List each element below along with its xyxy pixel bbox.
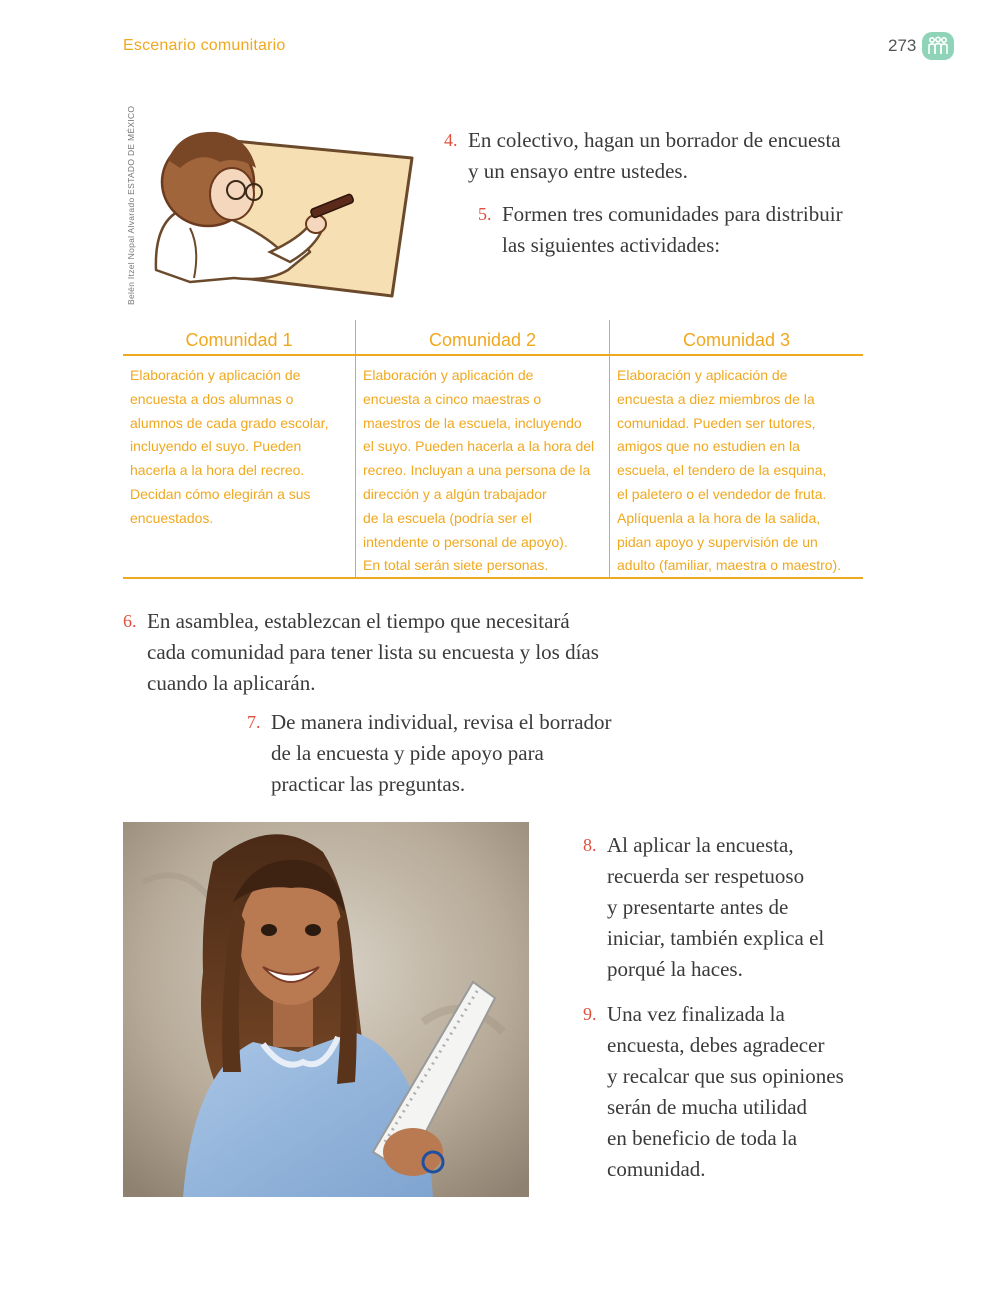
page-number: 273 bbox=[888, 36, 917, 55]
column-body: Elaboración y aplicación de encuesta a cinco maestras o maestros de la escuela, incluyendo el suyo. Pueden hacerla a la hora del recreo. Incluyan a una persona de la dirección y a algún trabajador de la escuela (podría ser el intendente o personal de apoyo). En total serán siete personas. bbox=[363, 367, 595, 574]
step-9 bbox=[583, 999, 844, 1185]
step-number: 5. bbox=[478, 204, 492, 224]
step-text: Una vez finalizada la encuesta, debes agradecer y recalcar que sus opiniones serán de mucha utilidad en beneficio de toda la comunidad. bbox=[607, 1002, 844, 1181]
step-text: En colectivo, hagan un borrador de encuesta y un ensayo entre ustedes. bbox=[468, 128, 841, 183]
step-number: 6. bbox=[123, 611, 137, 631]
communities-table bbox=[123, 320, 863, 579]
table-column bbox=[355, 320, 609, 577]
column-header: Comunidad 1 bbox=[123, 320, 355, 356]
column-body: Elaboración y aplicación de encuesta a dos alumnas o alumnos de cada grado escolar, incluyendo el suyo. Pueden hacerla a la hora del recreo. Decidan cómo elegirán a sus encuestados. bbox=[130, 367, 329, 526]
column-header: Comunidad 2 bbox=[356, 320, 609, 356]
section-title: Escenario comunitario bbox=[123, 37, 286, 54]
community-people-icon bbox=[922, 32, 954, 60]
step-number: 7. bbox=[247, 712, 261, 732]
illustration-credit: Belén Itzel Nopal Alvarado ESTADO DE MÉXICO bbox=[126, 105, 136, 305]
step-text: De manera individual, revisa el borrador de la encuesta y pide apoyo para practicar las preguntas. bbox=[271, 710, 612, 796]
step-4 bbox=[444, 125, 841, 187]
step-6 bbox=[123, 606, 599, 699]
step-8 bbox=[583, 830, 825, 985]
step-number: 9. bbox=[583, 1004, 597, 1024]
table-column bbox=[123, 320, 355, 577]
child-writing-illustration bbox=[150, 120, 420, 300]
column-body: Elaboración y aplicación de encuesta a diez miembros de la comunidad. Pueden ser tutores, amigos que no estudien en la escuela, el tendero de la esquina, el paletero o el vendedor de fruta. Aplíquenla a la hora de la salida, pidan apoyo y supervisión de un adulto (familiar, maestra o maestro). bbox=[617, 367, 842, 574]
step-number: 4. bbox=[444, 130, 458, 150]
girl-holding-notebook-photo bbox=[123, 822, 529, 1197]
step-text: En asamblea, establezcan el tiempo que necesitará cada comunidad para tener lista su encuesta y los días cuando la aplicarán. bbox=[147, 609, 599, 695]
step-text: Formen tres comunidades para distribuir las siguientes actividades: bbox=[502, 202, 843, 257]
step-text: Al aplicar la encuesta, recuerda ser respetuoso y presentarte antes de iniciar, también explica el porqué la haces. bbox=[607, 833, 825, 981]
step-7 bbox=[247, 707, 612, 800]
column-header: Comunidad 3 bbox=[610, 320, 863, 356]
step-5 bbox=[478, 199, 843, 261]
table-column bbox=[609, 320, 863, 577]
step-number: 8. bbox=[583, 835, 597, 855]
